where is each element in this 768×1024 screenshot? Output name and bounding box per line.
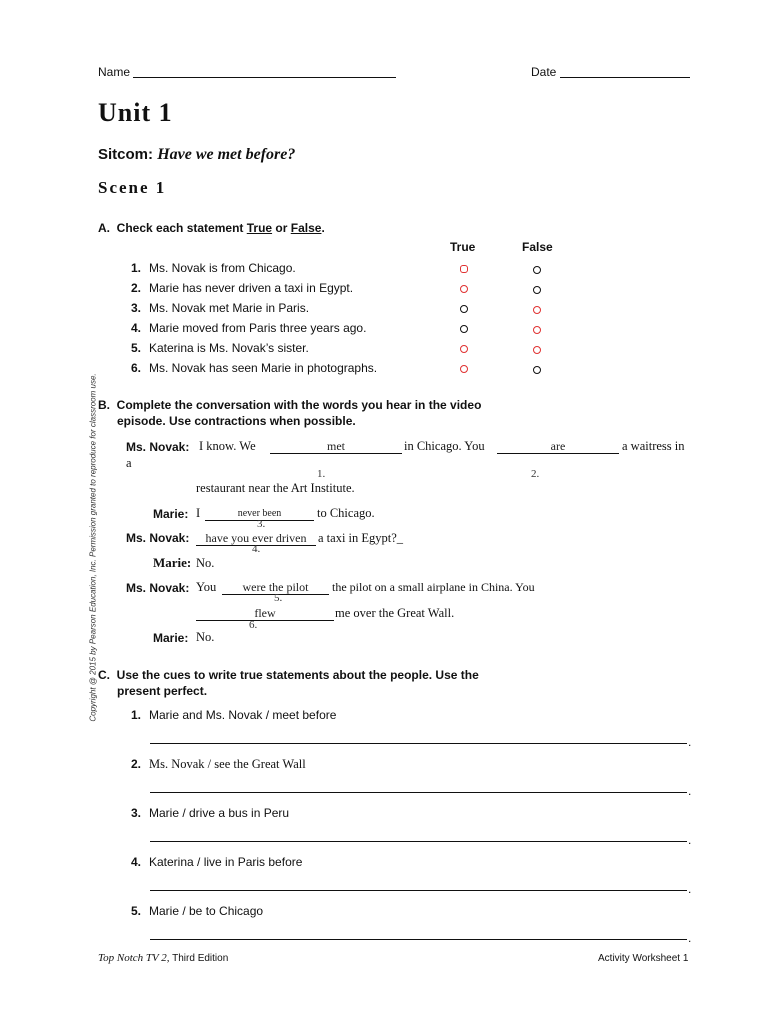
cue-item: 5. Marie / be to Chicago [131,904,264,918]
name-field[interactable] [133,77,396,78]
true-radio-1[interactable] [460,265,468,273]
false-radio-5[interactable] [533,346,541,354]
conv-text: I [196,506,201,520]
page-title: Unit 1 [98,98,173,127]
answer-line-1[interactable] [150,743,687,744]
tf-item: 1. Ms. Novak is from Chicago. [131,261,296,275]
blank-number: 5. [274,592,283,604]
conv-text: restaurant near the Art Institute. [196,481,355,495]
speaker-novak: Ms. Novak: [126,440,190,454]
conv-text: in Chicago. You [404,439,485,453]
line-period: . [688,833,692,847]
section-c-instruction-2: present perfect. [117,684,208,698]
true-radio-5[interactable] [460,345,468,353]
blank-number: 3. [257,518,266,530]
conv-text: No. [196,556,215,570]
answer-blank-5[interactable]: were the pilot [222,581,329,595]
answer-line-2[interactable] [150,792,687,793]
sitcom-label: Sitcom: [98,146,154,163]
conv-text: a [126,456,132,470]
speaker-marie: Marie: [153,555,192,570]
blank-number: 6. [249,619,258,631]
tf-item: 2. Marie has never driven a taxi in Egypt. [131,281,354,295]
answer-blank-6[interactable]: flew [196,607,334,621]
speaker-novak: Ms. Novak: [126,531,190,545]
date-label: Date [531,65,557,79]
cue-item: 3. Marie / drive a bus in Peru [131,806,290,820]
scene-heading: Scene 1 [98,178,167,197]
speaker-marie: Marie: [153,507,189,521]
speaker-marie: Marie: [153,631,189,645]
conv-text: me over the Great Wall. [335,606,455,620]
cue-item: 2. Ms. Novak / see the Great Wall [131,757,306,771]
conv-text: You [196,580,217,594]
true-radio-3[interactable] [460,305,468,313]
section-a-instruction: A. Check each statement True or False. [98,221,325,235]
false-radio-2[interactable] [533,286,541,294]
conv-text: No. [196,630,215,644]
false-radio-6[interactable] [533,366,541,374]
false-radio-3[interactable] [533,306,541,314]
answer-blank-2[interactable]: are [497,440,619,454]
speaker-novak: Ms. Novak: [126,581,190,595]
column-true: True [450,240,476,254]
column-false: False [522,240,553,254]
blank-number: 4. [252,543,261,555]
section-b-instruction: B. Complete the conversation with the words you hear in the video [98,398,482,412]
true-radio-4[interactable] [460,325,468,333]
tf-item: 4. Marie moved from Paris three years ago. [131,321,367,335]
cue-item: 1. Marie and Ms. Novak / meet before [131,708,337,722]
conv-text: a waitress in [622,439,685,453]
conv-text: a taxi in Egypt?_ [318,531,404,545]
answer-blank-1[interactable]: met [270,440,402,454]
blank-number: 2. [531,468,540,480]
false-radio-4[interactable] [533,326,541,334]
side-copyright: Copyright @ 2015 by Pearson Education, Inc. Permission granted to reproduce for classroom use. [88,373,98,722]
line-period: . [688,735,692,749]
sitcom-title: Have we met before? [157,146,296,163]
line-period: . [688,784,692,798]
name-label: Name [98,65,131,79]
false-radio-1[interactable] [533,266,541,274]
answer-blank-3[interactable]: never been [205,507,314,521]
answer-blank-4[interactable]: have you ever driven [196,532,316,546]
answer-line-4[interactable] [150,890,687,891]
tf-item: 5. Katerina is Ms. Novak’s sister. [131,341,309,355]
answer-line-5[interactable] [150,939,687,940]
footer-worksheet: Activity Worksheet 1 [598,953,689,964]
line-period: . [688,931,692,945]
conv-text: I know. We [199,439,256,453]
true-radio-6[interactable] [460,365,468,373]
true-radio-2[interactable] [460,285,468,293]
cue-item: 4. Katerina / live in Paris before [131,855,303,869]
blank-number: 1. [317,468,326,480]
line-period: . [688,882,692,896]
tf-item: 3. Ms. Novak met Marie in Paris. [131,301,310,315]
answer-line-3[interactable] [150,841,687,842]
section-b-instruction-2: episode. Use contractions when possible. [117,414,356,428]
conv-text: the pilot on a small airplane in China. You [332,580,535,594]
section-c-instruction: C. Use the cues to write true statements about the people. Use the [98,668,479,682]
sitcom-heading [98,146,295,164]
tf-item: 6. Ms. Novak has seen Marie in photographs. [131,361,378,375]
footer-book: Top Notch TV 2, Third Edition [98,952,229,964]
date-field[interactable] [560,77,690,78]
conv-text: to Chicago. [317,506,375,520]
